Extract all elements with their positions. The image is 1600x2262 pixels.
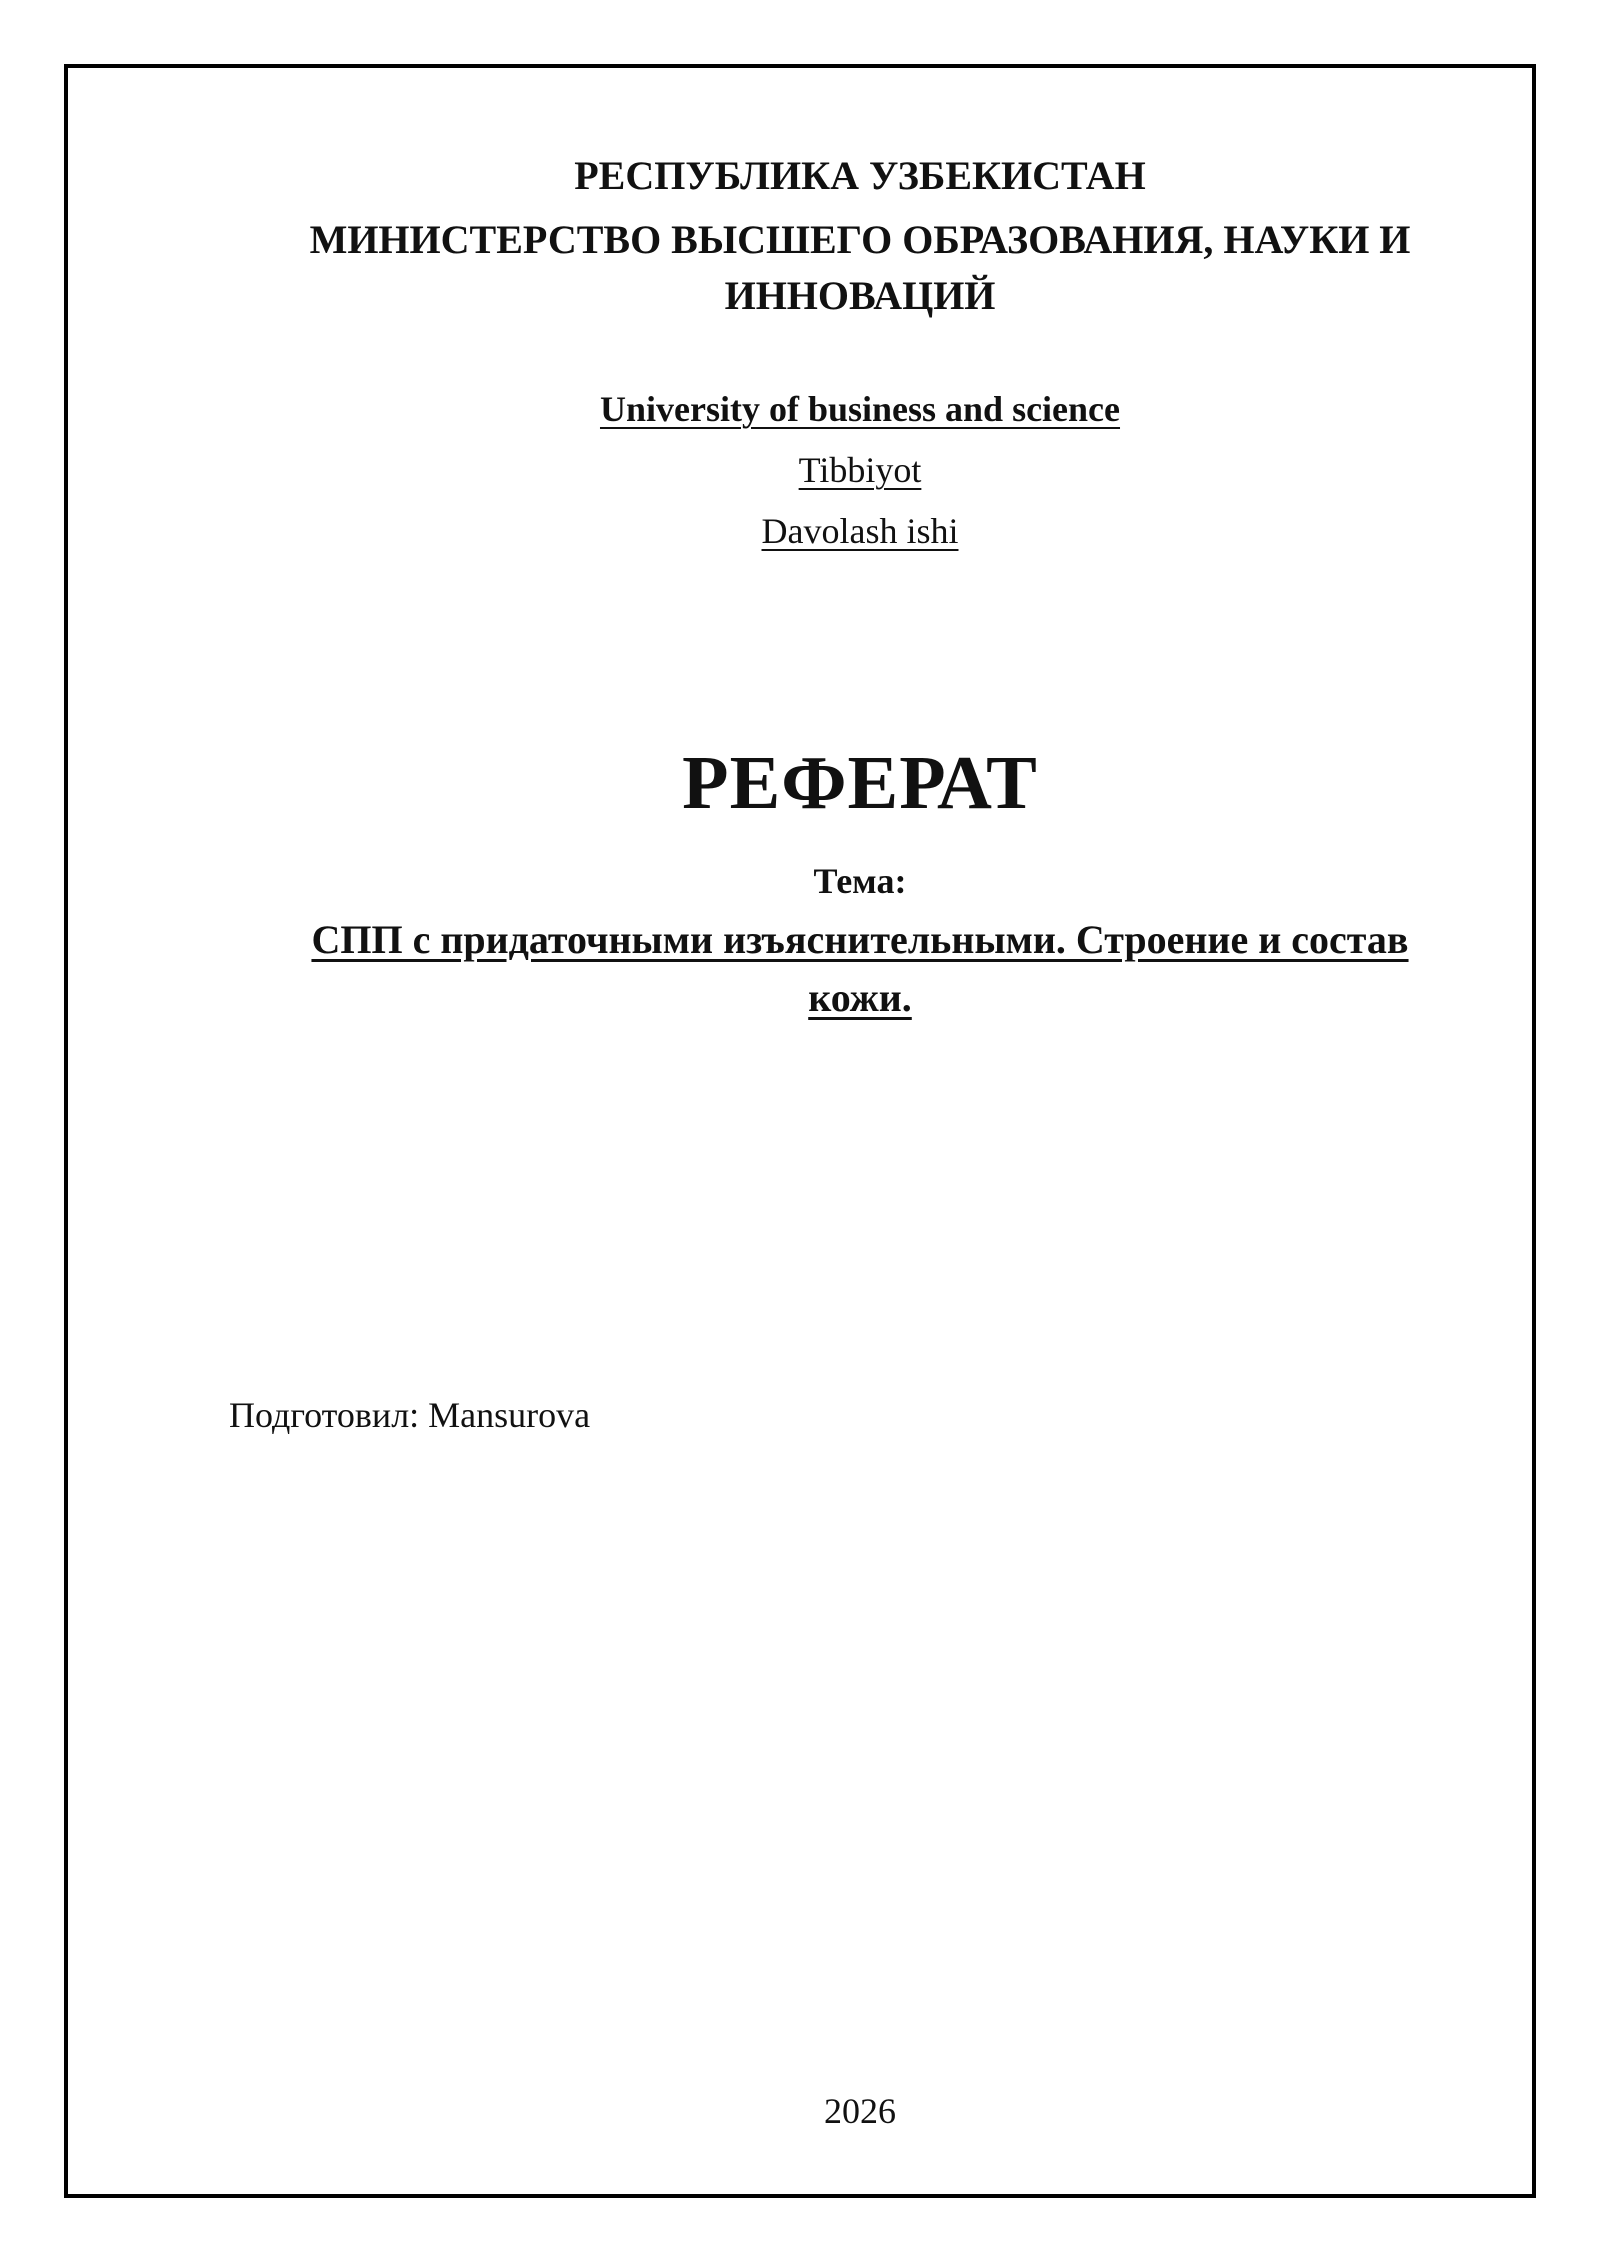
university-name: University of business and science bbox=[599, 389, 1121, 429]
topic-label: Тема: bbox=[813, 861, 907, 901]
topic-line1: СПП с придаточными изъяснительными. Строение и состав bbox=[311, 917, 1409, 962]
ministry-heading-line1: МИНИСТЕРСТВО ВЫСШЕГО ОБРАЗОВАНИЯ, НАУКИ И bbox=[309, 217, 1411, 262]
department-name: Davolash ishi bbox=[761, 511, 959, 551]
country-heading: РЕСПУБЛИКА УЗБЕКИСТАН bbox=[574, 153, 1146, 198]
document-title: РЕФЕРАТ bbox=[682, 741, 1038, 825]
page-border bbox=[64, 64, 1536, 2198]
faculty-name: Tibbiyot bbox=[798, 450, 922, 490]
author-line: Подготовил: Mansurova bbox=[229, 1395, 591, 1435]
ministry-heading-line2: ИННОВАЦИЙ bbox=[724, 273, 996, 318]
topic-line2: кожи. bbox=[808, 975, 912, 1020]
year: 2026 bbox=[824, 2091, 896, 2131]
